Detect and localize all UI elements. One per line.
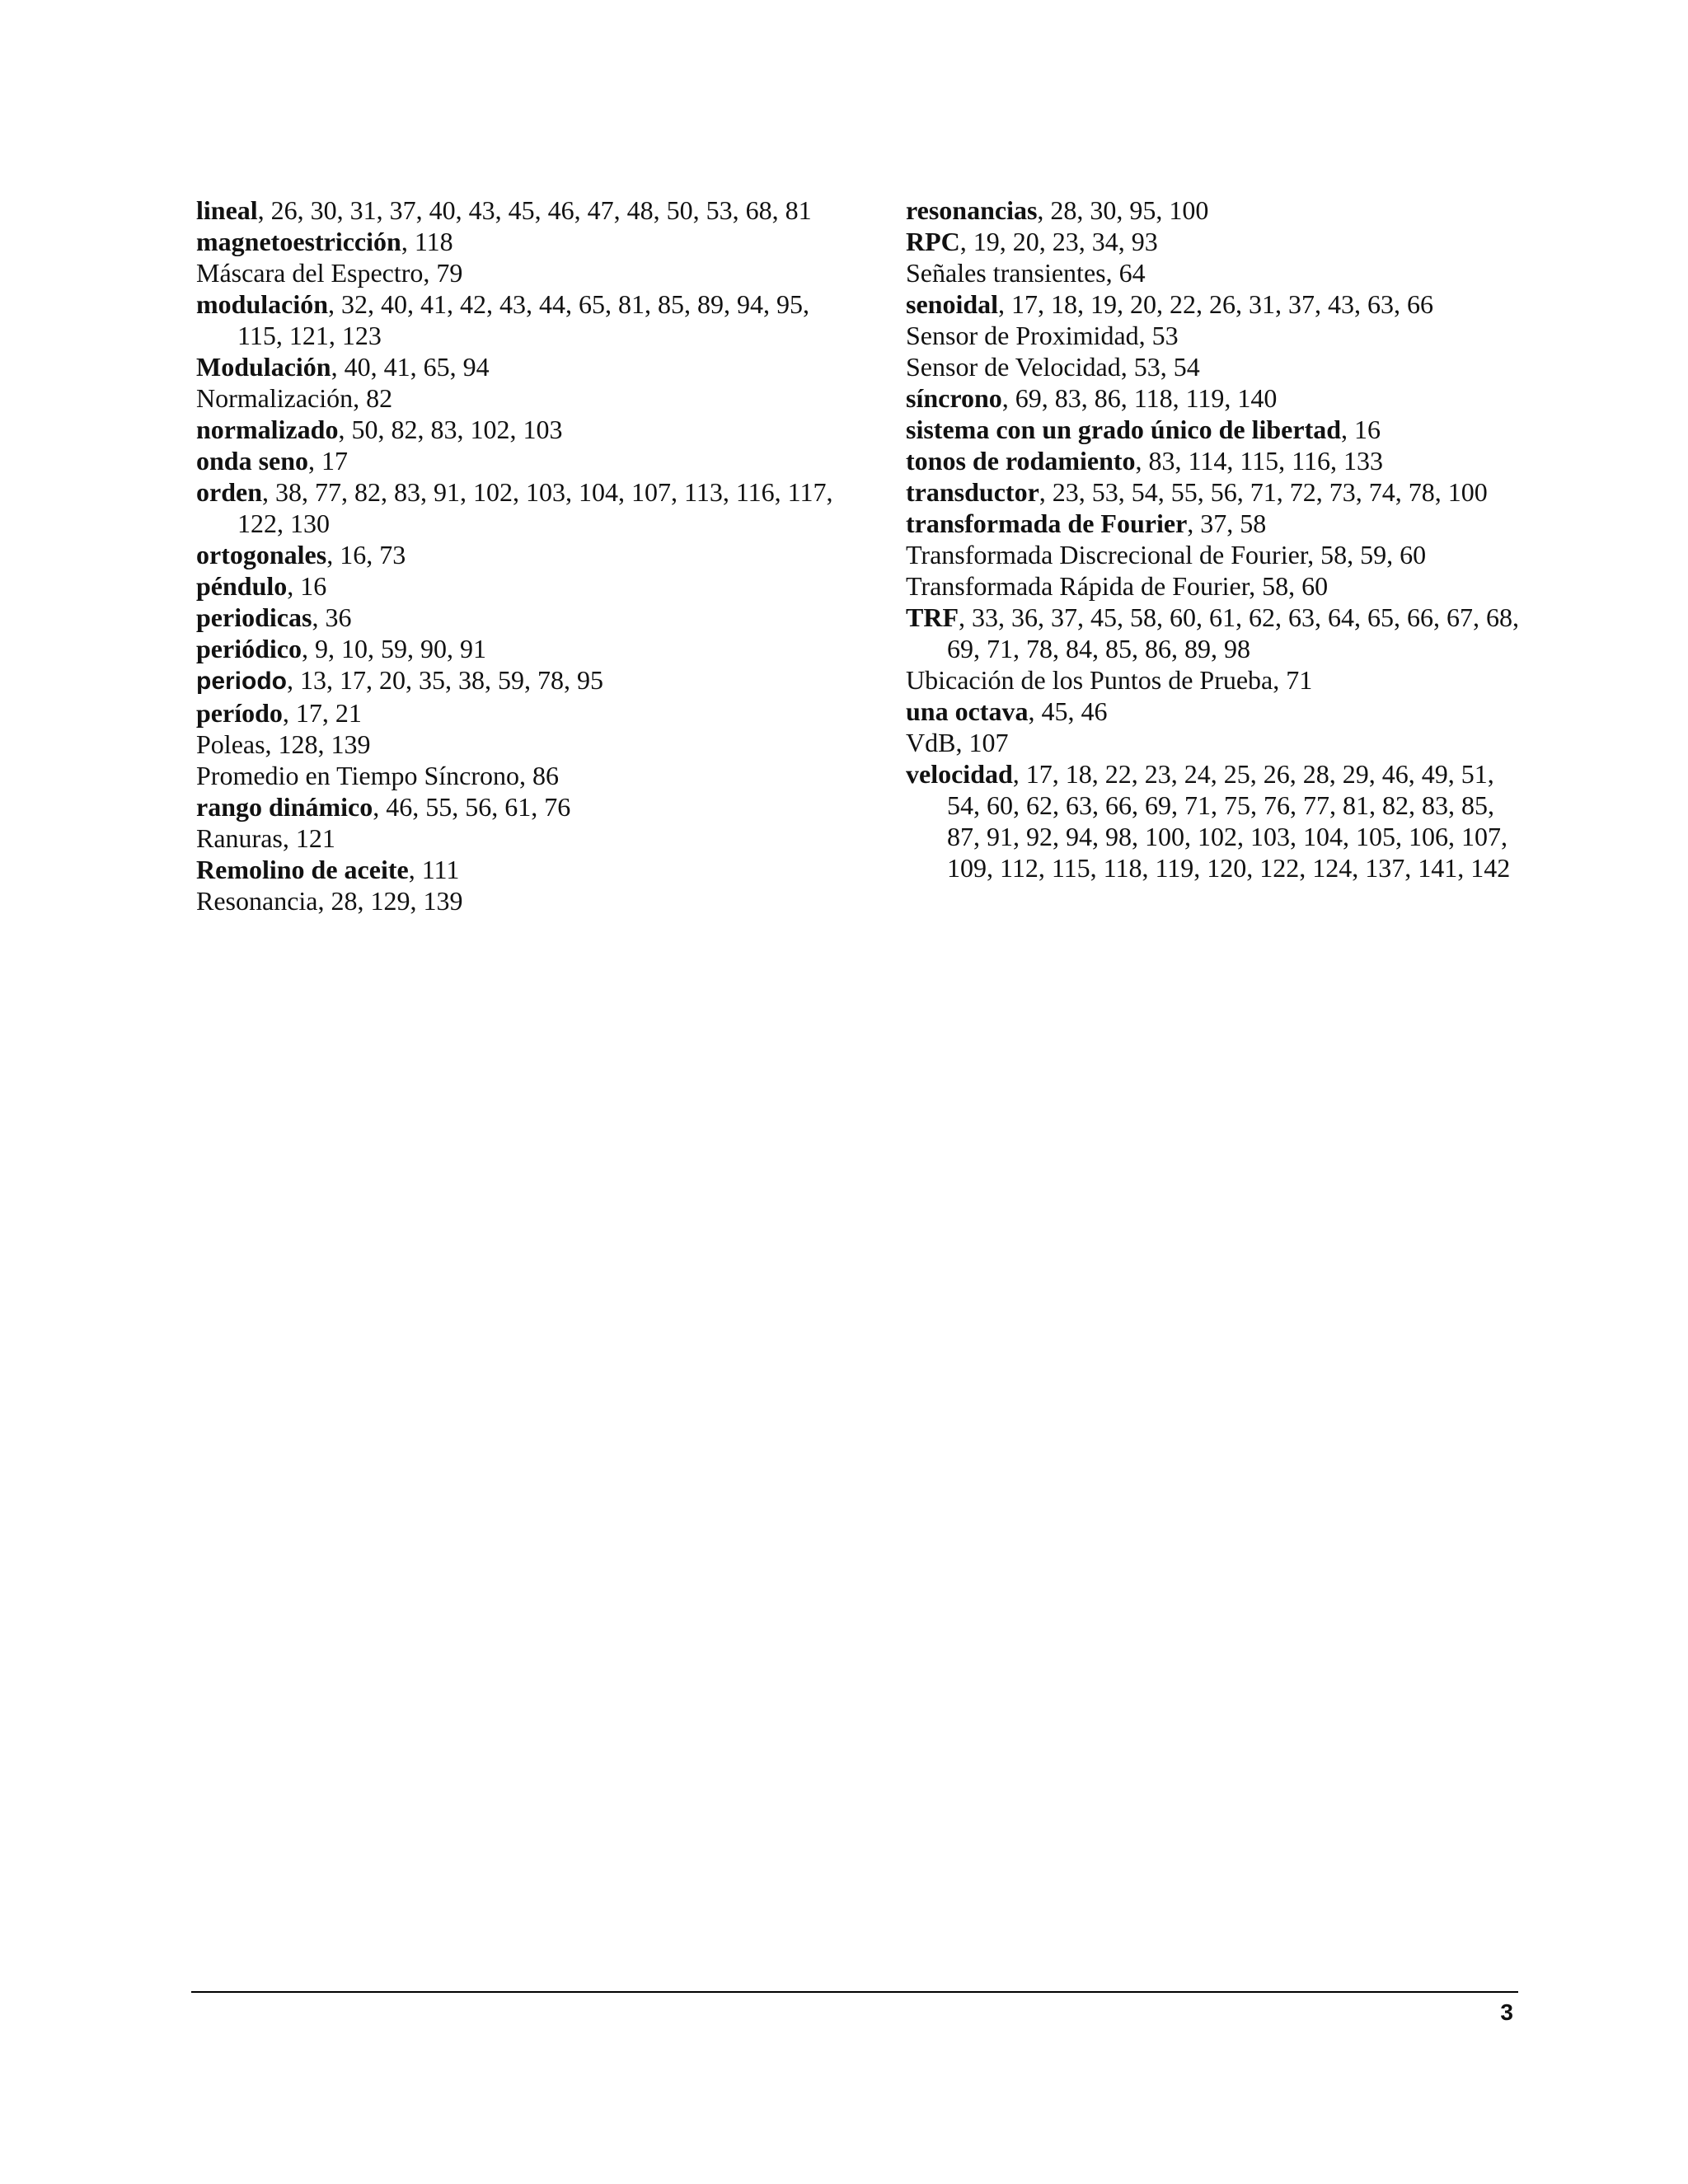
index-entry — [196, 257, 847, 288]
index-page-refs: , 40, 41, 65, 94 — [331, 352, 490, 382]
index-entry — [196, 791, 847, 823]
index-term: periodicas — [196, 602, 312, 632]
index-term: síncrono — [906, 383, 1002, 413]
index-term: senoidal — [906, 289, 999, 319]
index-term: periódico — [196, 634, 302, 663]
index-entry — [906, 508, 1532, 539]
index-term: sistema con un grado único de libertad — [906, 415, 1342, 444]
index-term: Sensor de Proximidad — [906, 321, 1139, 350]
index-page-refs: , 82 — [353, 383, 393, 413]
index-page-refs: , 19, 20, 23, 34, 93 — [959, 227, 1158, 256]
index-entry — [906, 257, 1532, 288]
index-term: VdB — [906, 728, 956, 757]
index-entry — [906, 476, 1532, 508]
index-page-refs: , 28, 129, 139 — [317, 886, 463, 916]
index-term: Sensor de Velocidad — [906, 352, 1121, 382]
index-term: Señales transientes — [906, 258, 1106, 288]
index-page-refs: , 46, 55, 56, 61, 76 — [373, 792, 571, 822]
index-page-refs: , 32, 40, 41, 42, 43, 44, 65, 81, 85, 89, 94, 95, 115, 121, 123 — [237, 289, 810, 350]
index-term: modulación — [196, 289, 329, 319]
index-entry — [906, 194, 1532, 226]
index-entry — [196, 226, 847, 257]
index-page-refs: , 16 — [287, 571, 327, 601]
index-entry — [196, 729, 847, 760]
index-term: Poleas — [196, 729, 265, 759]
index-term: RPC — [906, 227, 960, 256]
index-entry — [196, 570, 847, 602]
index-column-right — [906, 194, 1532, 883]
index-page-refs: , 38, 77, 82, 83, 91, 102, 103, 104, 107, 113, 116, 117, 122, 130 — [237, 477, 833, 538]
index-entry — [906, 226, 1532, 257]
index-page-refs: , 23, 53, 54, 55, 56, 71, 72, 73, 74, 78, 100 — [1039, 477, 1488, 507]
index-entry — [196, 194, 847, 226]
index-entry — [196, 382, 847, 414]
index-term: péndulo — [196, 571, 288, 601]
index-term: velocidad — [906, 759, 1013, 789]
index-page-refs: , 17, 18, 22, 23, 24, 25, 26, 28, 29, 46, 49, 51, 54, 60, 62, 63, 66, 69, 71, 75, 76, 77, 81, 82, 83, 85, 87, 91, 92, 94, 98, 100, 102, 103, 104, 105, 106, 107, 109, 112, 115, 118, 119, 120, 122, 124, 137, 141, 142 — [947, 759, 1511, 883]
index-entry — [196, 854, 847, 885]
index-term: orden — [196, 477, 262, 507]
index-page-refs: , 53 — [1138, 321, 1179, 350]
index-term: una octava — [906, 696, 1029, 726]
index-entry — [906, 570, 1532, 602]
index-term: transformada de Fourier — [906, 509, 1188, 538]
index-term: Remolino de aceite — [196, 855, 409, 884]
index-page-refs: , 83, 114, 115, 116, 133 — [1135, 446, 1383, 476]
index-term: periodo — [196, 668, 287, 695]
index-entry — [196, 476, 847, 539]
index-term: TRF — [906, 602, 959, 632]
index-entry — [196, 445, 847, 476]
index-entry — [196, 664, 847, 697]
index-page-refs: , 28, 30, 95, 100 — [1037, 195, 1209, 225]
index-term: resonancias — [906, 195, 1038, 225]
index-page-refs: , 79 — [423, 258, 463, 288]
index-page-refs: , 17, 21 — [282, 698, 362, 728]
index-page-refs: , 58, 60 — [1249, 571, 1329, 601]
index-page-refs: , 53, 54 — [1120, 352, 1200, 382]
index-page-refs: , 9, 10, 59, 90, 91 — [301, 634, 486, 663]
index-page-refs: , 71 — [1273, 665, 1313, 695]
index-term: ortogonales — [196, 540, 327, 569]
index-column-left — [196, 194, 847, 916]
index-term: rango dinámico — [196, 792, 373, 822]
index-entry — [196, 414, 847, 445]
index-entry — [906, 696, 1532, 727]
index-term: Transformada Rápida de Fourier — [906, 571, 1250, 601]
index-page-refs: , 111 — [408, 855, 460, 884]
index-term: transductor — [906, 477, 1039, 507]
index-page-refs: , 50, 82, 83, 102, 103 — [338, 415, 563, 444]
index-page-refs: , 86 — [519, 761, 560, 790]
index-page-refs: , 33, 36, 37, 45, 58, 60, 61, 62, 63, 64, 65, 66, 67, 68, 69, 71, 78, 84, 85, 86, 89, 98 — [947, 602, 1519, 663]
index-entry — [196, 288, 847, 351]
index-entry — [196, 760, 847, 791]
index-entry — [196, 539, 847, 570]
index-page-refs: , 69, 83, 86, 118, 119, 140 — [1001, 383, 1278, 413]
index-entry — [196, 823, 847, 854]
index-page-refs: , 128, 139 — [265, 729, 371, 759]
index-entry — [906, 445, 1532, 476]
index-term: Ubicación de los Puntos de Prueba — [906, 665, 1273, 695]
index-entry — [906, 727, 1532, 758]
index-term: Máscara del Espectro — [196, 258, 424, 288]
index-term: Normalización — [196, 383, 354, 413]
index-entry — [906, 539, 1532, 570]
index-entry — [906, 382, 1532, 414]
index-page-refs: , 17 — [308, 446, 349, 476]
index-entry — [906, 351, 1532, 382]
index-page-refs: , 13, 17, 20, 35, 38, 59, 78, 95 — [287, 665, 603, 695]
index-term: Ranuras — [196, 823, 283, 853]
index-entry — [906, 320, 1532, 351]
index-page-refs: , 26, 30, 31, 37, 40, 43, 45, 46, 47, 48, 50, 53, 68, 81 — [257, 195, 812, 225]
index-term: onda seno — [196, 446, 309, 476]
index-term: Modulación — [196, 352, 331, 382]
index-term: Promedio en Tiempo Síncrono — [196, 761, 520, 790]
index-entry — [906, 664, 1532, 696]
index-page-refs: , 36 — [312, 602, 352, 632]
index-page-refs: , 37, 58 — [1187, 509, 1267, 538]
footer-rule — [191, 1991, 1518, 1993]
index-entry — [906, 758, 1532, 883]
index-entry — [196, 885, 847, 916]
index-term: tonos de rodamiento — [906, 446, 1136, 476]
index-page-refs: , 17, 18, 19, 20, 22, 26, 31, 37, 43, 63, 66 — [998, 289, 1434, 319]
page-number: 3 — [1500, 1999, 1513, 2025]
index-entry — [196, 633, 847, 664]
index-entry — [196, 697, 847, 729]
index-entry — [906, 288, 1532, 320]
index-page-refs: , 121 — [282, 823, 335, 853]
index-page-refs: , 118 — [401, 227, 453, 256]
index-term: magnetoestricción — [196, 227, 401, 256]
index-entry — [906, 414, 1532, 445]
index-page-refs: , 58, 59, 60 — [1307, 540, 1427, 569]
index-page-refs: , 64 — [1105, 258, 1146, 288]
index-entry — [196, 602, 847, 633]
index-page-refs: , 45, 46 — [1028, 696, 1108, 726]
index-term: Transformada Discrecional de Fourier — [906, 540, 1308, 569]
index-term: Resonancia — [196, 886, 318, 916]
index-term: lineal — [196, 195, 258, 225]
index-page-refs: , 16 — [1341, 415, 1381, 444]
index-page-refs: , 16, 73 — [326, 540, 406, 569]
index-term: período — [196, 698, 283, 728]
index-term: normalizado — [196, 415, 339, 444]
index-page-refs: , 107 — [955, 728, 1009, 757]
index-entry — [196, 351, 847, 382]
index-entry — [906, 602, 1532, 664]
